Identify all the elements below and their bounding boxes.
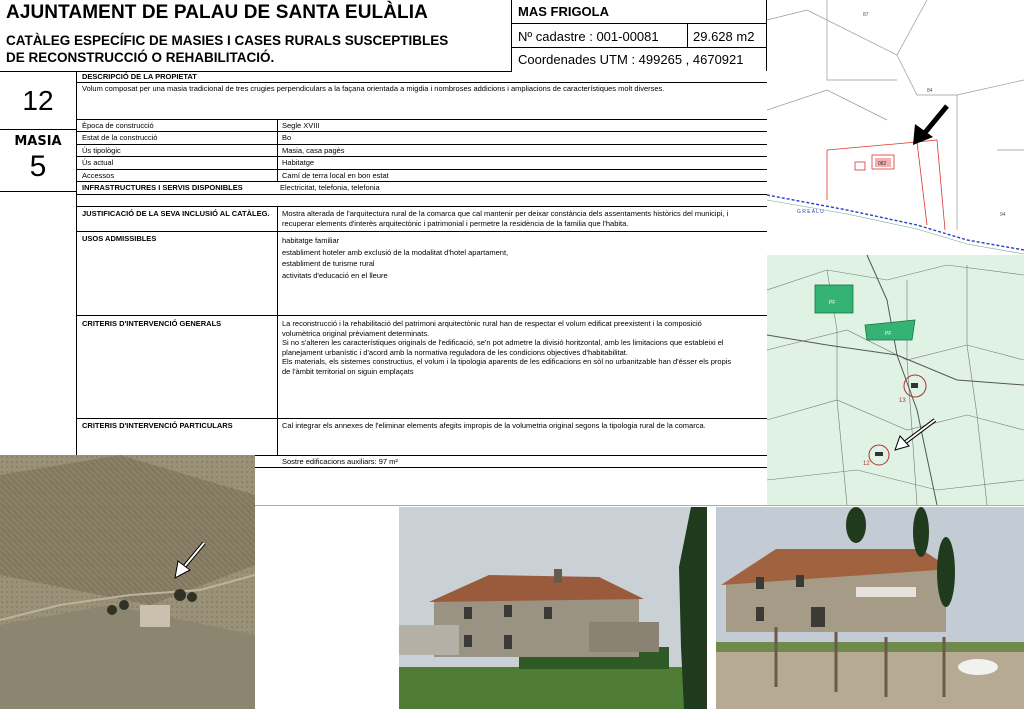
general-criteria-text: La reconstrucció i la rehabilitació del patrimoni arquitectònic rural han de respectar el volum edificat preexistent i la composició volumètrica original prèviament determinats. Si no s'alteren les característiques originals de l'edificació, se'n pot admetre la divisió horitzontal, amb les limitacions que estableixi el planejament urbanístic i d'acord amb la normativa reguladora de les condicions objectives d'habitabilitat. Els materials, els sistemes constructius, el volum i la tipologia aparents de les edificacions en sòl no urbanitzable han d'ésser els propis de l'àmbit territorial on siguin emplaçats bbox=[282, 319, 732, 376]
catalog-number: 12 bbox=[22, 85, 54, 116]
map-label-94: 94 bbox=[1000, 212, 1006, 218]
particular-criteria-text: Cal integrar els annexes de l'eliminar elements afegits impropis de la volumetria original segons la tipologia rural de la comarca. bbox=[282, 421, 706, 430]
cadastre-number: Nº cadastre : 001-00081 bbox=[518, 29, 659, 44]
prop-label-us-actual: Ús actual bbox=[82, 158, 114, 167]
justification-text: Mostra alterada de l'arquitectura rural de la comarca que cal mantenir per deixar constància dels assentaments històrics del municipi, i recuperar elements d'interès arquitectònic i patrimonial i permetre la residència de la familia que l'habita. bbox=[282, 209, 729, 228]
map-label-12: 12 bbox=[863, 461, 870, 467]
prop-label-epoca: Època de construcció bbox=[82, 121, 154, 130]
uses-list bbox=[282, 235, 508, 281]
list-item: establiment de turisme rural bbox=[282, 259, 375, 268]
general-criteria-label: CRITERIS D'INTERVENCIÓ GENERALS bbox=[82, 319, 222, 328]
prop-label-us-tipologic: Ús tipològic bbox=[82, 146, 121, 155]
map-label-082: 082 bbox=[878, 161, 887, 167]
prop-label-accessos: Accessos bbox=[82, 171, 115, 180]
prop-value-us-actual: Habitatge bbox=[282, 158, 315, 167]
page-title: AJUNTAMENT DE PALAU DE SANTA EULÀLIA bbox=[6, 2, 428, 23]
description-heading: DESCRIPCIÓ DE LA PROPIETAT bbox=[82, 72, 197, 81]
map-label-pf: PF bbox=[829, 300, 836, 306]
prop-value-accessos: Camí de terra local en bon estat bbox=[282, 171, 389, 180]
cadastre-area: 29.628 m2 bbox=[693, 29, 755, 44]
justification-label: JUSTIFICACIÓ DE LA SEVA INCLUSIÓ AL CATÀLEG. bbox=[82, 209, 270, 218]
prop-value-estat: Bo bbox=[282, 133, 292, 142]
infrastructure-value: Electricitat, telefonia, telefonia bbox=[280, 183, 380, 192]
list-item: activitats d'educació en el lleure bbox=[282, 270, 388, 280]
infrastructure-label: INFRASTRUCTURES I SERVIS DISPONIBLES bbox=[82, 183, 243, 192]
mas-name: MAS FRIGOLA bbox=[518, 4, 609, 19]
aerial-photo bbox=[0, 455, 255, 709]
map-label-13: 13 bbox=[899, 398, 906, 404]
map-label-pf: PF bbox=[885, 331, 892, 337]
map-road-label: G R E A L U bbox=[797, 209, 824, 215]
house-photo-side bbox=[716, 507, 1024, 709]
aux-surface: Sostre edificacions auxiliars: 97 m² bbox=[282, 457, 398, 466]
description-text: Volum composat per una masia tradicional de tres crugies perpendiculars a la façana orientada a migdia i nombroses addicions i ampliacions de característiques molt diverses. bbox=[82, 84, 665, 93]
prop-value-epoca: Segle XVIII bbox=[282, 121, 320, 130]
list-item: habitatge familiar bbox=[282, 236, 340, 245]
prop-label-estat: Estat de la construcció bbox=[82, 133, 158, 142]
particular-criteria-label: CRITERIS D'INTERVENCIÓ PARTICULARS bbox=[82, 421, 233, 430]
masia-number: 5 bbox=[29, 150, 47, 183]
map-label-87: 87 bbox=[863, 12, 869, 18]
list-item: establiment hoteler amb exclusió de la modalitat d'hotel apartament, bbox=[282, 247, 509, 257]
uses-label: USOS ADMISSIBLES bbox=[82, 234, 157, 243]
masia-label: MASIA bbox=[14, 134, 62, 149]
page-subtitle: CATÀLEG ESPECÍFIC DE MASIES I CASES RURALS SUSCEPTIBLES DE RECONSTRUCCIÓ O REHABILITACIÓ. bbox=[6, 33, 449, 65]
prop-value-us-tipologic: Masia, casa pagès bbox=[282, 146, 345, 155]
utm-coordinates: Coordenades UTM : 499265 , 4670921 bbox=[518, 52, 744, 67]
house-photo-front bbox=[399, 507, 707, 709]
cadastral-map bbox=[767, 0, 1024, 505]
map-label-84: 84 bbox=[927, 88, 933, 94]
